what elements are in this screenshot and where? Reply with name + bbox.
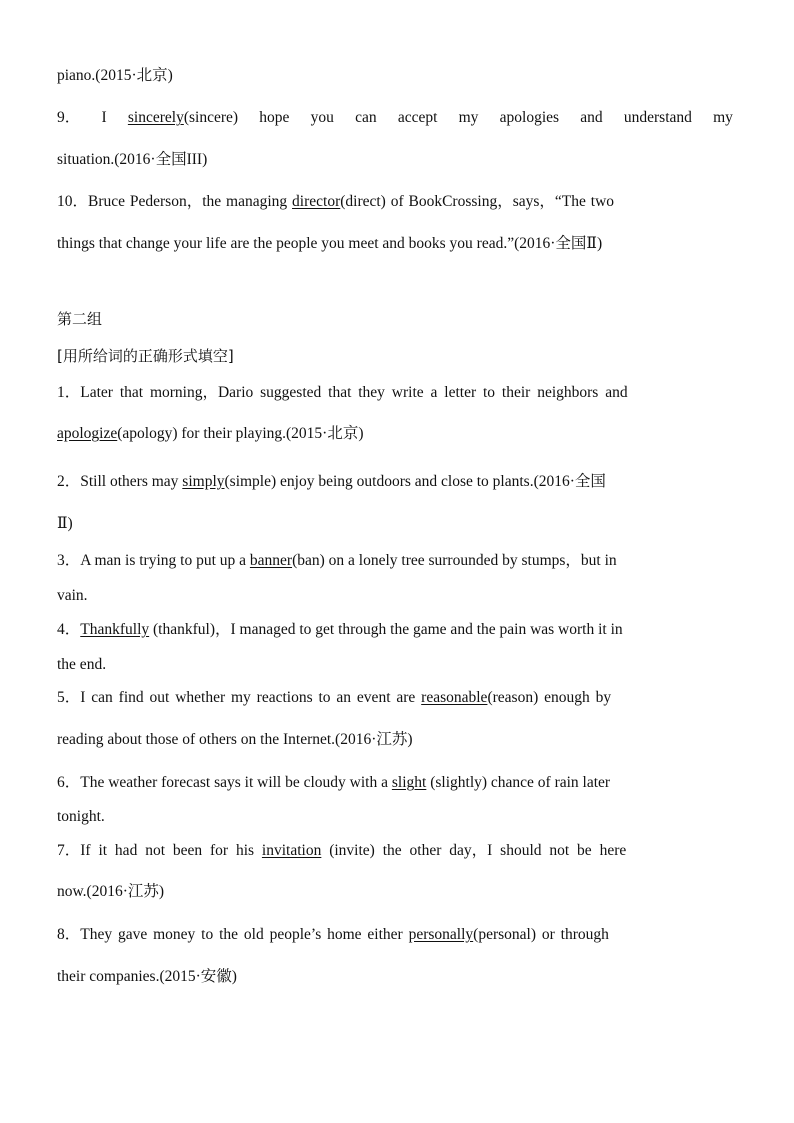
- answer-underlined: Thankfully: [80, 621, 150, 638]
- word: apologies: [499, 109, 560, 126]
- answer-underlined: director: [292, 193, 341, 210]
- text: 4．: [57, 621, 81, 638]
- text: (personal) or through: [473, 926, 609, 943]
- text: situation.(2016·全国III): [57, 151, 208, 168]
- word: and: [580, 109, 603, 126]
- text: 2．Still others may: [57, 473, 179, 490]
- word: hope: [259, 109, 290, 126]
- g2-item5-line1: [57, 688, 733, 708]
- g2-item2-line1: [57, 472, 733, 492]
- text: 7．If it had not been for his: [57, 842, 255, 859]
- word: you: [310, 109, 334, 126]
- text: vain.: [57, 587, 88, 604]
- word: can: [355, 109, 377, 126]
- g2-item8-line2: [57, 967, 733, 987]
- g2-item7-line1: [57, 841, 733, 861]
- text: (direct) of BookCrossing，says，“The two: [340, 193, 615, 210]
- g2-item3-line2: [57, 586, 733, 606]
- g2-item6-line2: [57, 807, 733, 827]
- g2-item2-line2: [57, 514, 733, 534]
- text: (simple) enjoy being outdoors and close to plants.(2016·全国: [224, 473, 606, 490]
- text: piano.(2015·北京): [57, 67, 173, 84]
- word: understand: [623, 109, 692, 126]
- word: my: [458, 109, 479, 126]
- g2-item1-line1: [57, 383, 733, 403]
- g2-item5-line2: [57, 730, 733, 750]
- word: I: [101, 109, 107, 126]
- word: my: [713, 109, 733, 126]
- answer-underlined: invitation: [261, 842, 322, 859]
- text: things that change your life are the people you meet and books you read.”(2016·全国Ⅱ): [57, 235, 603, 252]
- answer-underlined: personally: [408, 926, 474, 943]
- text: 1．Later that morning，Dario suggested that they write a letter to their neighbors and: [57, 384, 628, 401]
- g2-item6-line1: [57, 773, 733, 793]
- text: 10．Bruce Pederson，the managing: [57, 193, 288, 210]
- g2-item8-line1: [57, 925, 733, 945]
- answer-underlined: reasonable: [421, 689, 488, 706]
- text: (apology) for their playing.(2015·北京): [117, 425, 364, 442]
- group2-title: [57, 309, 733, 329]
- answer-underlined: apologize: [57, 425, 118, 442]
- text: the end.: [57, 656, 107, 673]
- text: 6．The weather forecast says it will be cloudy with a: [57, 774, 388, 791]
- text: (ban) on a lonely tree surrounded by stumps，but in: [292, 552, 617, 569]
- text: 8．They gave money to the old people’s home either: [57, 926, 403, 943]
- item9-line1: [57, 108, 733, 128]
- text: 3．A man is trying to put up a: [57, 552, 247, 569]
- section-title: 第二组: [57, 310, 103, 328]
- g2-item7-line2: [57, 882, 733, 902]
- text: (slightly) chance of rain later: [430, 774, 611, 791]
- text: Ⅱ): [57, 515, 73, 532]
- answer-underlined: slight: [391, 774, 427, 791]
- text: (reason) enough by: [487, 689, 612, 706]
- item10-line2: [57, 234, 733, 254]
- g2-item3-line1: [57, 551, 733, 571]
- word: (sincere): [183, 109, 239, 126]
- item9-line2: [57, 150, 733, 170]
- text: reading about those of others on the Internet.(2016·江苏): [57, 731, 413, 748]
- g2-item4-line2: [57, 655, 733, 675]
- text: (invite) the other day，I should not be here: [329, 842, 627, 859]
- answer-underlined: sincerely: [127, 109, 184, 126]
- answer-underlined: simply: [182, 473, 225, 490]
- item10-line1: [57, 192, 733, 212]
- text: tonight.: [57, 808, 105, 825]
- g2-item4-line1: [57, 620, 733, 640]
- g2-item1-line2: [57, 424, 733, 444]
- item8-continuation: [57, 66, 733, 86]
- text: (thankful)，I managed to get through the game and the pain was worth it in: [153, 621, 623, 638]
- text: their companies.(2015·安徽): [57, 968, 237, 985]
- item-number: 9．: [57, 109, 81, 126]
- text: now.(2016·江苏): [57, 883, 165, 900]
- instruction: [用所给词的正确形式填空]: [57, 347, 234, 365]
- text: 5．I can find out whether my reactions to an event are: [57, 689, 416, 706]
- group2-instruction: [57, 346, 733, 366]
- word: accept: [397, 109, 438, 126]
- answer-underlined: banner: [249, 552, 293, 569]
